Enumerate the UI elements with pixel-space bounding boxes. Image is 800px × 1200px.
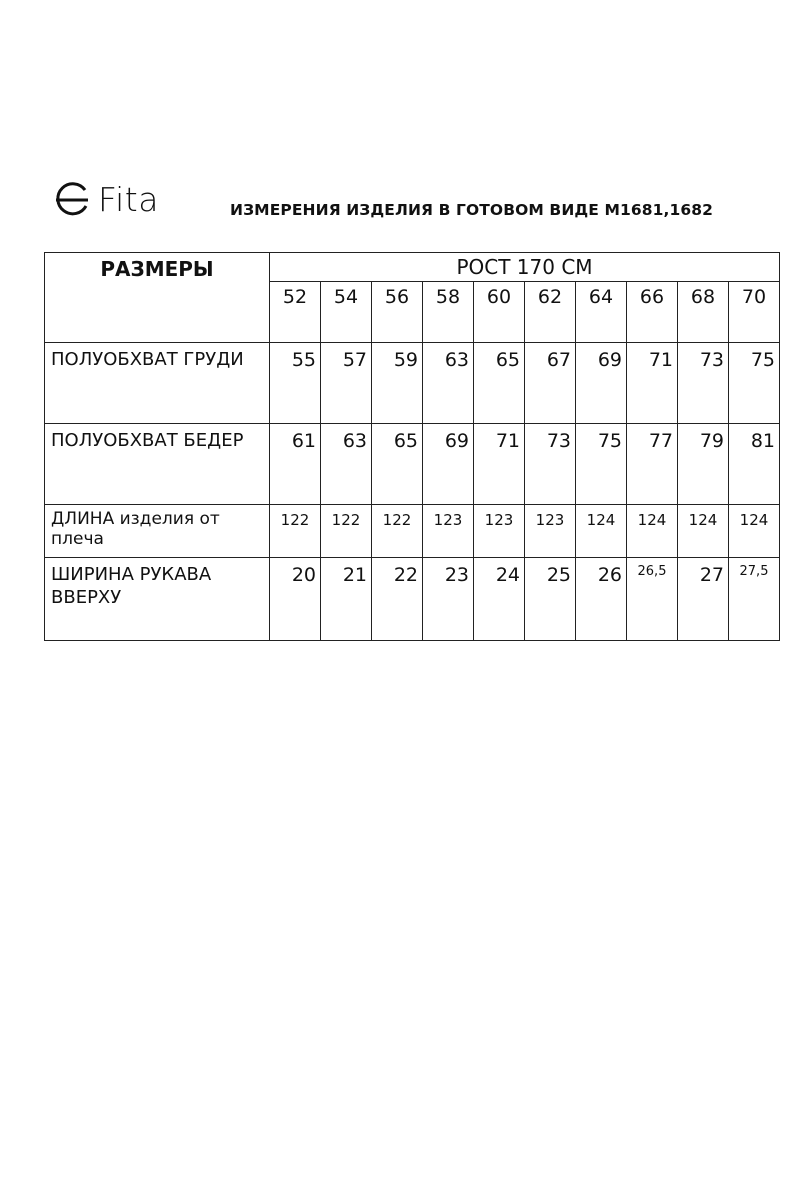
value-cell: 21 (321, 558, 372, 641)
size-cell: 60 (474, 282, 525, 343)
value-cell: 75 (576, 424, 627, 505)
value-cell: 71 (627, 343, 678, 424)
size-cell: 52 (270, 282, 321, 343)
value-cell: 123 (525, 505, 576, 558)
row-label: ШИРИНА РУКАВА ВВЕРХУ (45, 558, 270, 641)
value-cell: 23 (423, 558, 474, 641)
row-label: ДЛИНА изделия от плеча (45, 505, 270, 558)
value-cell: 27,5 (729, 558, 780, 641)
value-cell: 77 (627, 424, 678, 505)
size-cell: 66 (627, 282, 678, 343)
value-cell: 55 (270, 343, 321, 424)
value-cell: 124 (678, 505, 729, 558)
value-cell: 26,5 (627, 558, 678, 641)
value-cell: 63 (423, 343, 474, 424)
value-cell: 122 (321, 505, 372, 558)
size-cell: 54 (321, 282, 372, 343)
value-cell: 26 (576, 558, 627, 641)
value-cell: 65 (372, 424, 423, 505)
value-cell: 73 (678, 343, 729, 424)
size-cell: 58 (423, 282, 474, 343)
document-title: ИЗМЕРЕНИЯ ИЗДЕЛИЯ В ГОТОВОМ ВИДЕ М1681,1682 (230, 201, 714, 219)
value-cell: 71 (474, 424, 525, 505)
table-row-length (45, 505, 780, 558)
size-cell: 70 (729, 282, 780, 343)
table-row-sleeve (45, 558, 780, 641)
size-cell: 68 (678, 282, 729, 343)
size-cell: 64 (576, 282, 627, 343)
value-cell: 69 (576, 343, 627, 424)
value-cell: 79 (678, 424, 729, 505)
size-cell: 56 (372, 282, 423, 343)
value-cell: 57 (321, 343, 372, 424)
value-cell: 81 (729, 424, 780, 505)
value-cell: 123 (423, 505, 474, 558)
value-cell: 20 (270, 558, 321, 641)
row-label: ПОЛУОБХВАТ ГРУДИ (45, 343, 270, 424)
value-cell: 27 (678, 558, 729, 641)
value-cell: 75 (729, 343, 780, 424)
value-cell: 69 (423, 424, 474, 505)
value-cell: 73 (525, 424, 576, 505)
value-cell: 63 (321, 424, 372, 505)
theta-logo-icon (52, 179, 92, 219)
height-header: РОСТ 170 СМ (270, 253, 780, 282)
table-header-row (45, 253, 780, 282)
size-cell: 62 (525, 282, 576, 343)
brand-name: Fita (98, 179, 159, 219)
value-cell: 59 (372, 343, 423, 424)
value-cell: 123 (474, 505, 525, 558)
value-cell: 124 (627, 505, 678, 558)
value-cell: 124 (576, 505, 627, 558)
value-cell: 22 (372, 558, 423, 641)
value-cell: 65 (474, 343, 525, 424)
value-cell: 24 (474, 558, 525, 641)
row-label: ПОЛУОБХВАТ БЕДЕР (45, 424, 270, 505)
table-row-chest (45, 343, 780, 424)
value-cell: 122 (372, 505, 423, 558)
value-cell: 67 (525, 343, 576, 424)
sizes-header: РАЗМЕРЫ (45, 253, 270, 343)
value-cell: 25 (525, 558, 576, 641)
size-chart-table (44, 252, 780, 641)
table-row-hips (45, 424, 780, 505)
value-cell: 124 (729, 505, 780, 558)
value-cell: 61 (270, 424, 321, 505)
value-cell: 122 (270, 505, 321, 558)
brand-logo (52, 178, 159, 220)
